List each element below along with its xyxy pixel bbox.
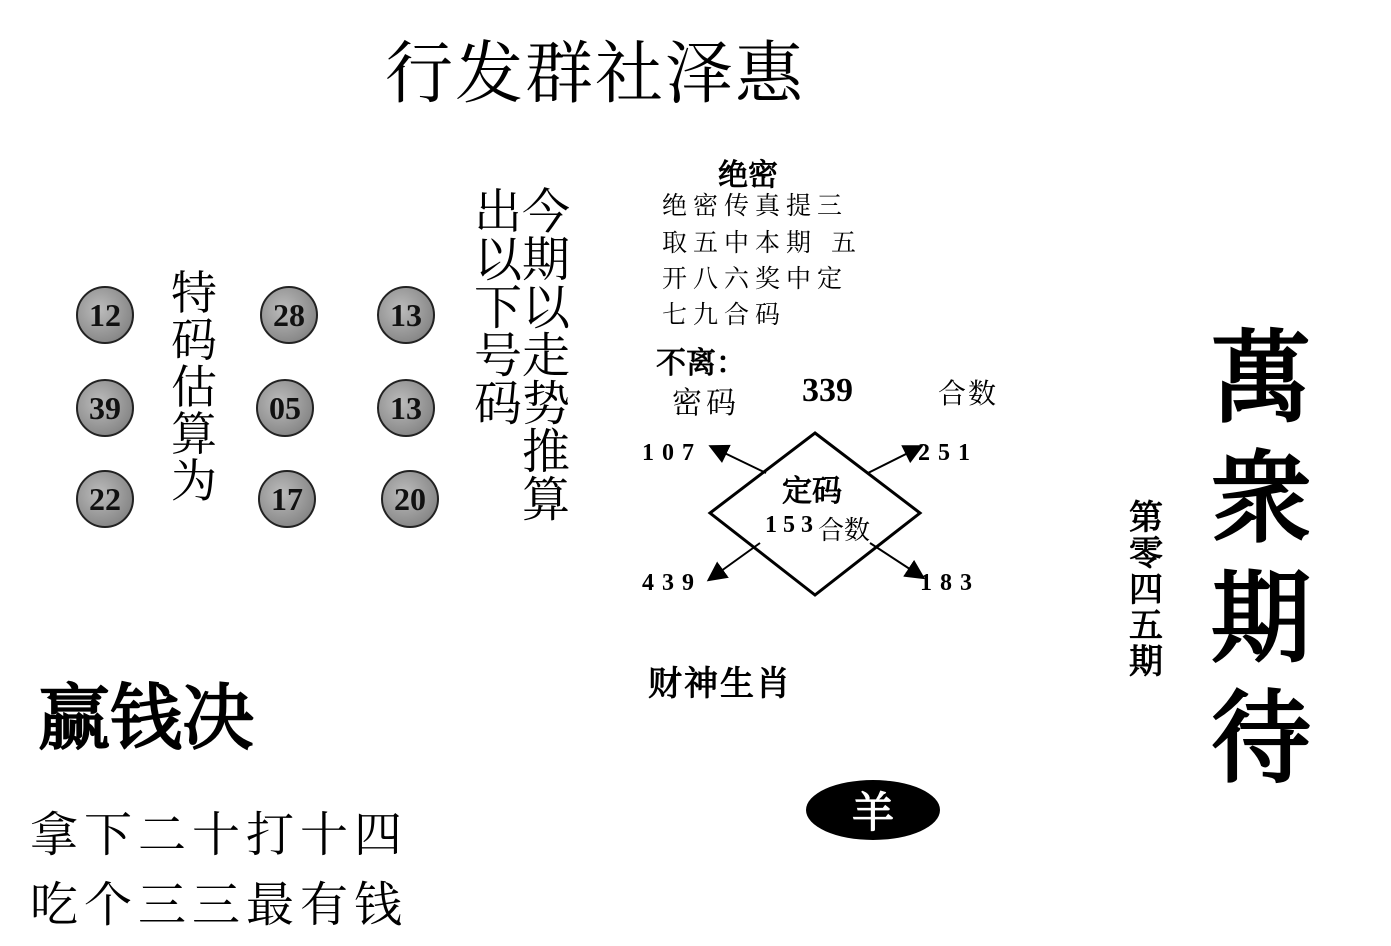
sum-label: 合数 xyxy=(938,377,999,410)
secret-code-label: 密码 xyxy=(672,386,740,421)
diamond-value: 153 xyxy=(765,512,819,538)
arrow-top-right xyxy=(868,447,920,473)
special-estimate-label: 特码估算为 xyxy=(171,266,217,508)
diamond-sum-label: 合数 xyxy=(818,516,871,546)
buli-label: 不离： xyxy=(656,346,746,381)
trend-text-column: 今期以走势推算 xyxy=(521,184,570,528)
secret-code-value: 339 xyxy=(802,372,853,409)
number-bottom-right: 183 xyxy=(920,570,980,596)
number-bottom-left: 439 xyxy=(642,570,702,596)
number-ball: 22 xyxy=(76,470,134,528)
secret-line: 七九合码 xyxy=(662,300,787,329)
number-ball: 20 xyxy=(381,470,439,528)
number-ball: 17 xyxy=(258,470,316,528)
arrow-top-left xyxy=(712,447,766,473)
number-ball: 05 xyxy=(256,379,314,437)
number-top-right: 251 xyxy=(918,440,978,466)
wan-zhong-banner: 萬衆期待 xyxy=(1211,319,1311,797)
number-top-left: 107 xyxy=(642,440,702,466)
zodiac-badge: 羊 xyxy=(806,780,940,840)
secret-line: 绝密传真提三 xyxy=(662,191,849,220)
secret-title: 绝密 xyxy=(718,158,778,193)
secret-line: 开八六奖中定 xyxy=(662,264,849,293)
win-line-1: 拿下二十打十四 xyxy=(30,807,409,863)
wealth-zodiac-label: 财神生肖 xyxy=(648,664,792,704)
arrow-bottom-left xyxy=(710,543,760,579)
number-ball: 13 xyxy=(377,286,435,344)
number-ball: 39 xyxy=(76,379,134,437)
win-line-2: 吃个三三最有钱 xyxy=(30,877,409,933)
issue-number: 第零四五期 xyxy=(1129,498,1163,682)
number-ball: 12 xyxy=(76,286,134,344)
win-title: 赢钱决 xyxy=(38,675,255,760)
secret-line: 取五中本期 五 xyxy=(662,228,862,257)
page-title: 行发群社泽惠 xyxy=(385,35,806,114)
number-ball: 13 xyxy=(377,379,435,437)
arrow-bottom-right xyxy=(870,543,922,577)
number-ball: 28 xyxy=(260,286,318,344)
numbers-text-column: 出以下号码 xyxy=(473,184,522,432)
diamond-title: 定码 xyxy=(782,474,842,509)
